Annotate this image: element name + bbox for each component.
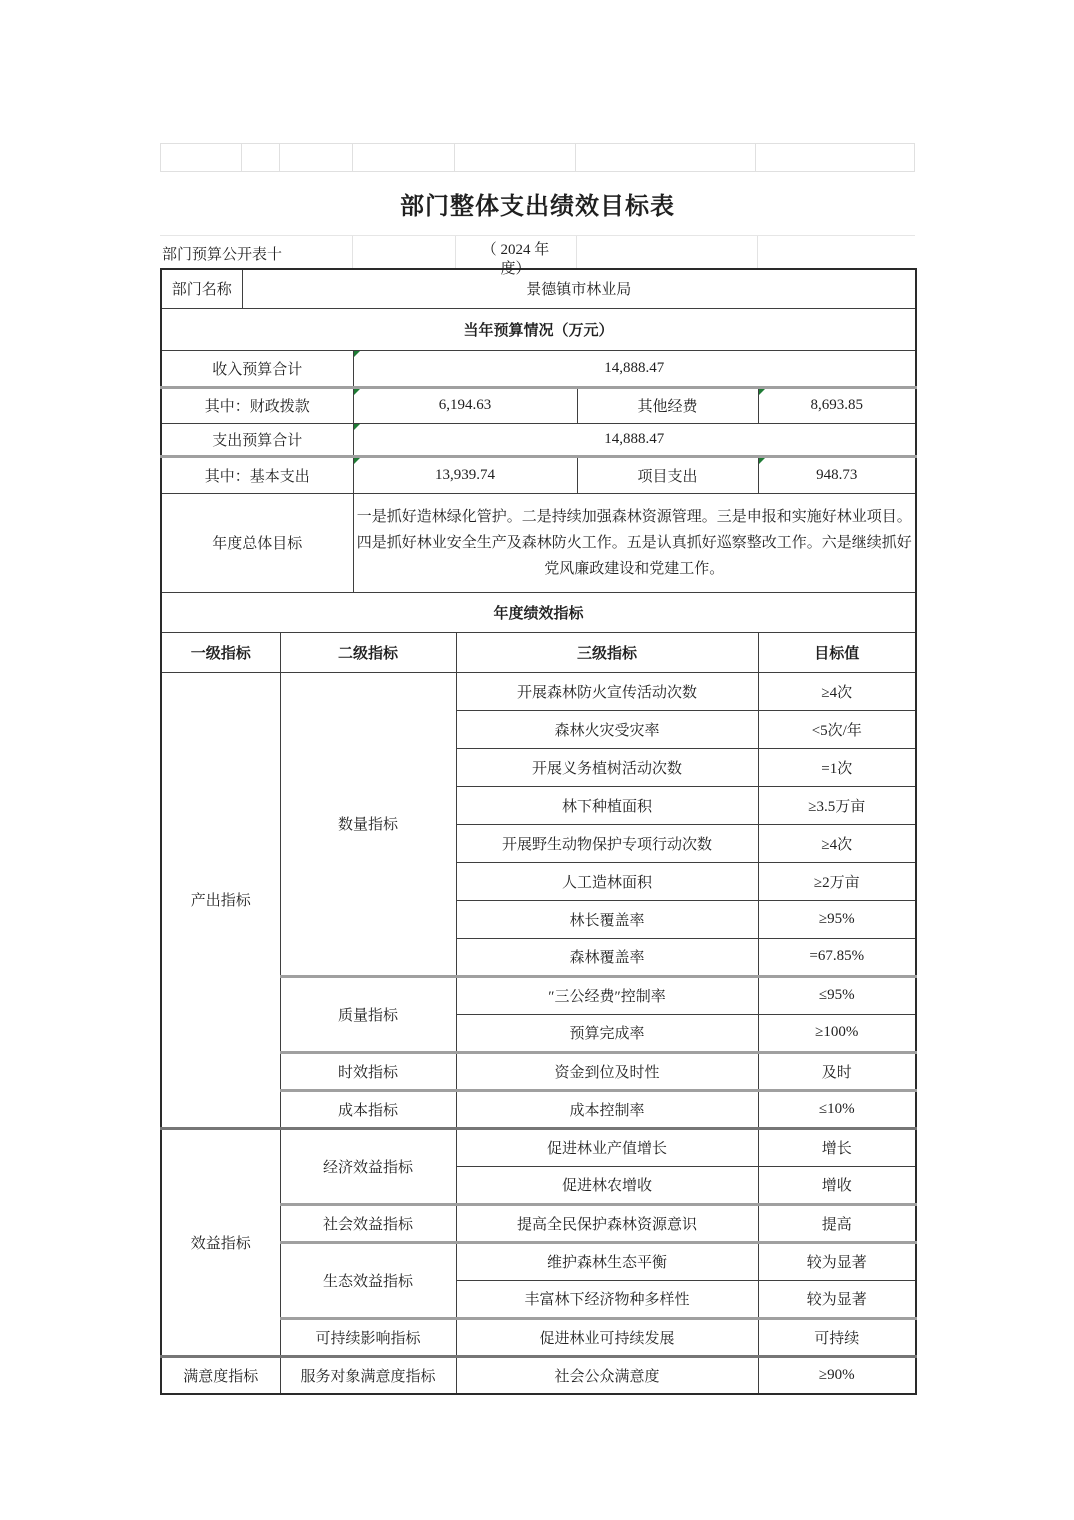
level1-output: 产出指标 (161, 672, 280, 1128)
level2-sustainable: 可持续影响指标 (280, 1318, 456, 1356)
indicator-name: 开展森林防火宣传活动次数 (456, 672, 758, 710)
level1-satisfaction: 满意度指标 (161, 1356, 280, 1394)
indicator-target: 及时 (758, 1052, 916, 1090)
empty-cell (242, 144, 280, 171)
indicator-target: 提高 (758, 1204, 916, 1242)
basic-expense-value: 13,939.74 (353, 456, 577, 493)
indicator-name: 林下种植面积 (456, 786, 758, 824)
expense-total-value: 14,888.47 (353, 423, 916, 456)
col-header-level1: 一级指标 (161, 632, 280, 672)
indicator-name: 维护森林生态平衡 (456, 1242, 758, 1280)
indicator-target: ≥4次 (758, 672, 916, 710)
empty-cell (161, 144, 242, 171)
indicator-name: 森林覆盖率 (456, 938, 758, 976)
budget-section-title: 当年预算情况（万元） (161, 308, 916, 350)
basic-expense-row (161, 456, 916, 493)
indicator-name: 人工造林面积 (456, 862, 758, 900)
year-line1: （ 2024 年 (481, 242, 550, 258)
project-expense-label: 项目支出 (577, 456, 758, 493)
grid-line (352, 236, 353, 268)
col-header-target: 目标值 (758, 632, 916, 672)
income-total-label: 收入预算合计 (161, 350, 353, 387)
indicator-target: 增收 (758, 1166, 916, 1204)
indicator-target: ≥90% (758, 1356, 916, 1394)
empty-cell (455, 144, 576, 171)
indicator-target: =1次 (758, 748, 916, 786)
title-row (160, 172, 915, 236)
empty-grid-row (160, 143, 915, 172)
empty-cell (280, 144, 353, 171)
indicator-target: ≥95% (758, 900, 916, 938)
basic-expense-label: 其中：基本支出 (161, 456, 353, 493)
indicator-section-header-row (161, 592, 916, 632)
empty-cell (576, 144, 757, 171)
level2-economic: 经济效益指标 (280, 1128, 456, 1204)
grid-line (757, 236, 758, 268)
indicator-name: 成本控制率 (456, 1090, 758, 1128)
level1-benefit: 效益指标 (161, 1128, 280, 1356)
subtitle-row (160, 236, 915, 277)
indicator-name: 预算完成率 (456, 1014, 758, 1052)
empty-cell (756, 144, 914, 171)
income-total-row (161, 350, 916, 387)
indicator-target: ≥4次 (758, 824, 916, 862)
fiscal-row (161, 387, 916, 423)
level2-quantity: 数量指标 (280, 672, 456, 976)
level2-ecological: 生态效益指标 (280, 1242, 456, 1318)
col-header-level2: 二级指标 (280, 632, 456, 672)
other-funds-value: 8,693.85 (758, 387, 916, 423)
project-expense-value: 948.73 (758, 456, 916, 493)
indicator-target: <5次/年 (758, 710, 916, 748)
indicator-name: 促进林农增收 (456, 1166, 758, 1204)
annual-goal-text: 一是抓好造林绿化管护。二是持续加强森林资源管理。三是申报和实施好林业项目。四是抓好林业安全生产及森林防火工作。五是认真抓好巡察整改工作。六是继续抓好党风廉政建设和党建工作。 (353, 493, 916, 592)
annual-goal-label: 年度总体目标 (161, 493, 353, 592)
indicator-section-title: 年度绩效指标 (161, 592, 916, 632)
indicator-target: 可持续 (758, 1318, 916, 1356)
fiscal-label: 其中：财政拨款 (161, 387, 353, 423)
spreadsheet-area (160, 143, 915, 1395)
level2-quality: 质量指标 (280, 976, 456, 1052)
performance-target-table (160, 268, 917, 1395)
indicator-name: 开展义务植树活动次数 (456, 748, 758, 786)
indicator-name: 丰富林下经济物种多样性 (456, 1280, 758, 1318)
indicator-name: 社会公众满意度 (456, 1356, 758, 1394)
indicator-column-header-row (161, 632, 916, 672)
indicator-name: 林长覆盖率 (456, 900, 758, 938)
indicator-target: ≥2万亩 (758, 862, 916, 900)
level2-service-satisfaction: 服务对象满意度指标 (280, 1356, 456, 1394)
indicator-target: 增长 (758, 1128, 916, 1166)
year-line2: 度） (500, 261, 531, 277)
indicator-name: 促进林业可持续发展 (456, 1318, 758, 1356)
other-funds-label: 其他经费 (577, 387, 758, 423)
indicator-name: 开展野生动物保护专项行动次数 (456, 824, 758, 862)
indicator-name: 提高全民保护森林资源意识 (456, 1204, 758, 1242)
income-total-value: 14,888.47 (353, 350, 916, 387)
level2-social: 社会效益指标 (280, 1204, 456, 1242)
table-index-label: 部门预算公开表十 (162, 247, 283, 263)
indicator-name: ″三公经费″控制率 (456, 976, 758, 1014)
grid-line (576, 236, 577, 268)
indicator-name: 资金到位及时性 (456, 1052, 758, 1090)
indicator-target: ≥3.5万亩 (758, 786, 916, 824)
indicator-name: 促进林业产值增长 (456, 1128, 758, 1166)
level2-cost: 成本指标 (280, 1090, 456, 1128)
indicator-name: 森林火灾受灾率 (456, 710, 758, 748)
indicator-target: ≥100% (758, 1014, 916, 1052)
expense-total-row (161, 423, 916, 456)
indicator-target: 较为显著 (758, 1242, 916, 1280)
dept-name-value: 景德镇市林业局 (242, 269, 916, 308)
indicator-target: 较为显著 (758, 1280, 916, 1318)
indicator-row (161, 1356, 916, 1394)
indicator-target: ≤10% (758, 1090, 916, 1128)
fiscal-value: 6,194.63 (353, 387, 577, 423)
indicator-target: =67.85% (758, 938, 916, 976)
budget-section-header-row (161, 308, 916, 350)
annual-goal-row (161, 493, 916, 592)
indicator-row (161, 1128, 916, 1166)
expense-total-label: 支出预算合计 (161, 423, 353, 456)
page-title: 部门整体支出绩效目标表 (400, 194, 675, 220)
indicator-row (161, 672, 916, 710)
col-header-level3: 三级指标 (456, 632, 758, 672)
dept-name-row (161, 269, 916, 308)
dept-name-label: 部门名称 (161, 269, 242, 308)
empty-cell (353, 144, 456, 171)
indicator-target: ≤95% (758, 976, 916, 1014)
level2-timeliness: 时效指标 (280, 1052, 456, 1090)
